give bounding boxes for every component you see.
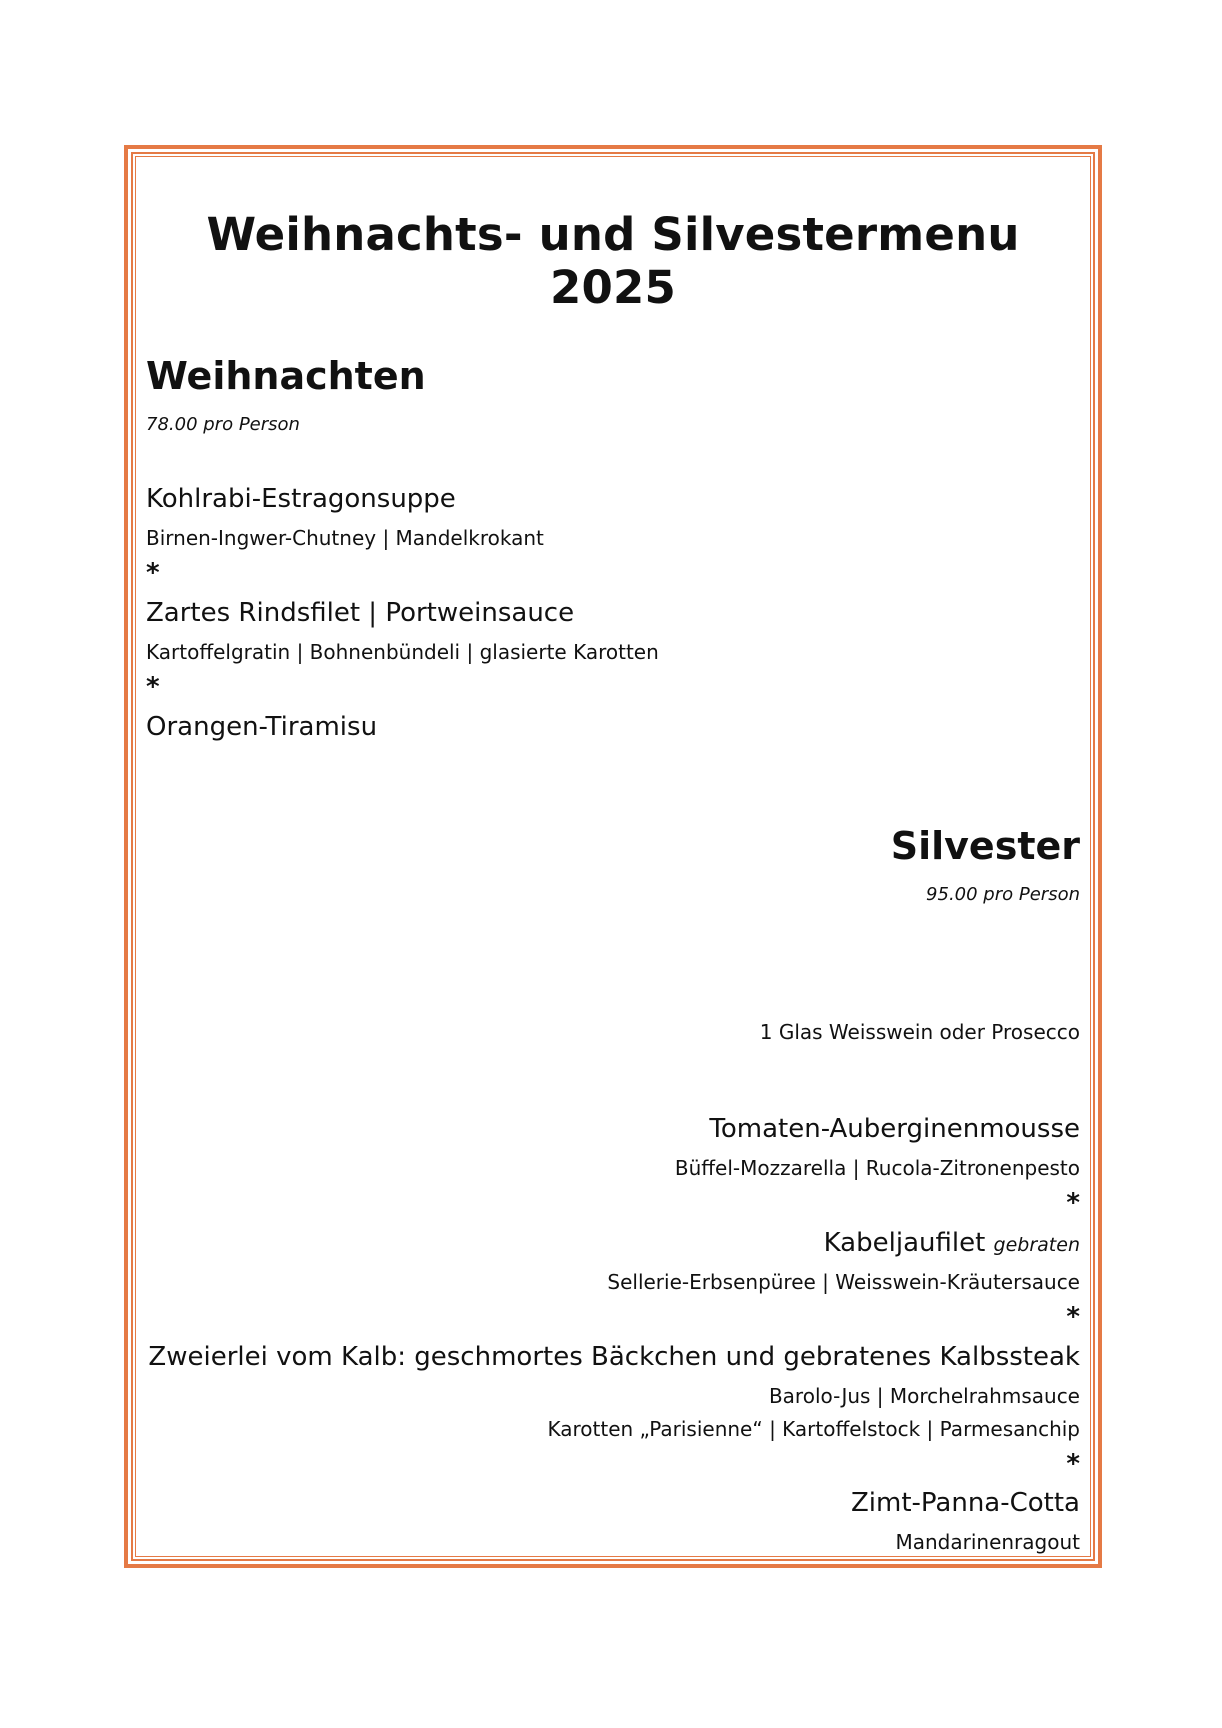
silvester-dish-3-sides-1: Barolo-Jus | Morchelrahmsauce bbox=[768, 1384, 1080, 1408]
menu-title: Weihnachts- und Silvestermenu 2025 bbox=[206, 208, 1020, 314]
weihnachten-dish-1-sides: Birnen-Ingwer-Chutney | Mandelkrokant bbox=[146, 526, 544, 550]
silvester-dish-3-sides-2: Karotten „Parisienne“ | Kartoffelstock | Parmesanchip bbox=[547, 1417, 1080, 1441]
silvester-aperitif: 1 Glas Weisswein oder Prosecco bbox=[759, 1020, 1080, 1044]
silvester-separator-3: * bbox=[1066, 1449, 1080, 1479]
weihnachten-heading: Weihnachten bbox=[146, 354, 426, 398]
silvester-price: 95.00 pro Person bbox=[926, 884, 1080, 905]
weihnachten-price: 78.00 pro Person bbox=[146, 414, 300, 435]
silvester-dish-2 bbox=[824, 1228, 1080, 1258]
silvester-dish-4: Zimt-Panna-Cotta bbox=[850, 1488, 1080, 1518]
silvester-dish-1-sides: Büffel-Mozzarella | Rucola-Zitronenpesto bbox=[674, 1156, 1080, 1180]
silvester-dish-2-note: gebraten bbox=[993, 1234, 1080, 1256]
weihnachten-separator-2: * bbox=[146, 672, 160, 702]
weihnachten-separator-1: * bbox=[146, 558, 160, 588]
silvester-dish-3: Zweierlei vom Kalb: geschmortes Bäckchen und gebratenes Kalbssteak bbox=[148, 1342, 1080, 1372]
weihnachten-dish-3: Orangen-Tiramisu bbox=[146, 712, 378, 742]
silvester-separator-1: * bbox=[1066, 1188, 1080, 1218]
silvester-dish-2-name: Kabeljaufilet bbox=[823, 1228, 986, 1258]
weihnachten-dish-2: Zartes Rindsfilet | Portweinsauce bbox=[146, 598, 575, 628]
silvester-dish-1: Tomaten-Auberginenmousse bbox=[709, 1114, 1080, 1144]
weihnachten-dish-1: Kohlrabi-Estragonsuppe bbox=[146, 484, 456, 514]
silvester-heading: Silvester bbox=[890, 824, 1080, 868]
silvester-dish-4-sides: Mandarinenragout bbox=[895, 1530, 1080, 1554]
silvester-separator-2: * bbox=[1066, 1302, 1080, 1332]
silvester-dish-2-sides: Sellerie-Erbsenpüree | Weisswein-Kräutersauce bbox=[607, 1270, 1080, 1294]
weihnachten-dish-2-sides: Kartoffelgratin | Bohnenbündeli | glasierte Karotten bbox=[146, 640, 659, 664]
